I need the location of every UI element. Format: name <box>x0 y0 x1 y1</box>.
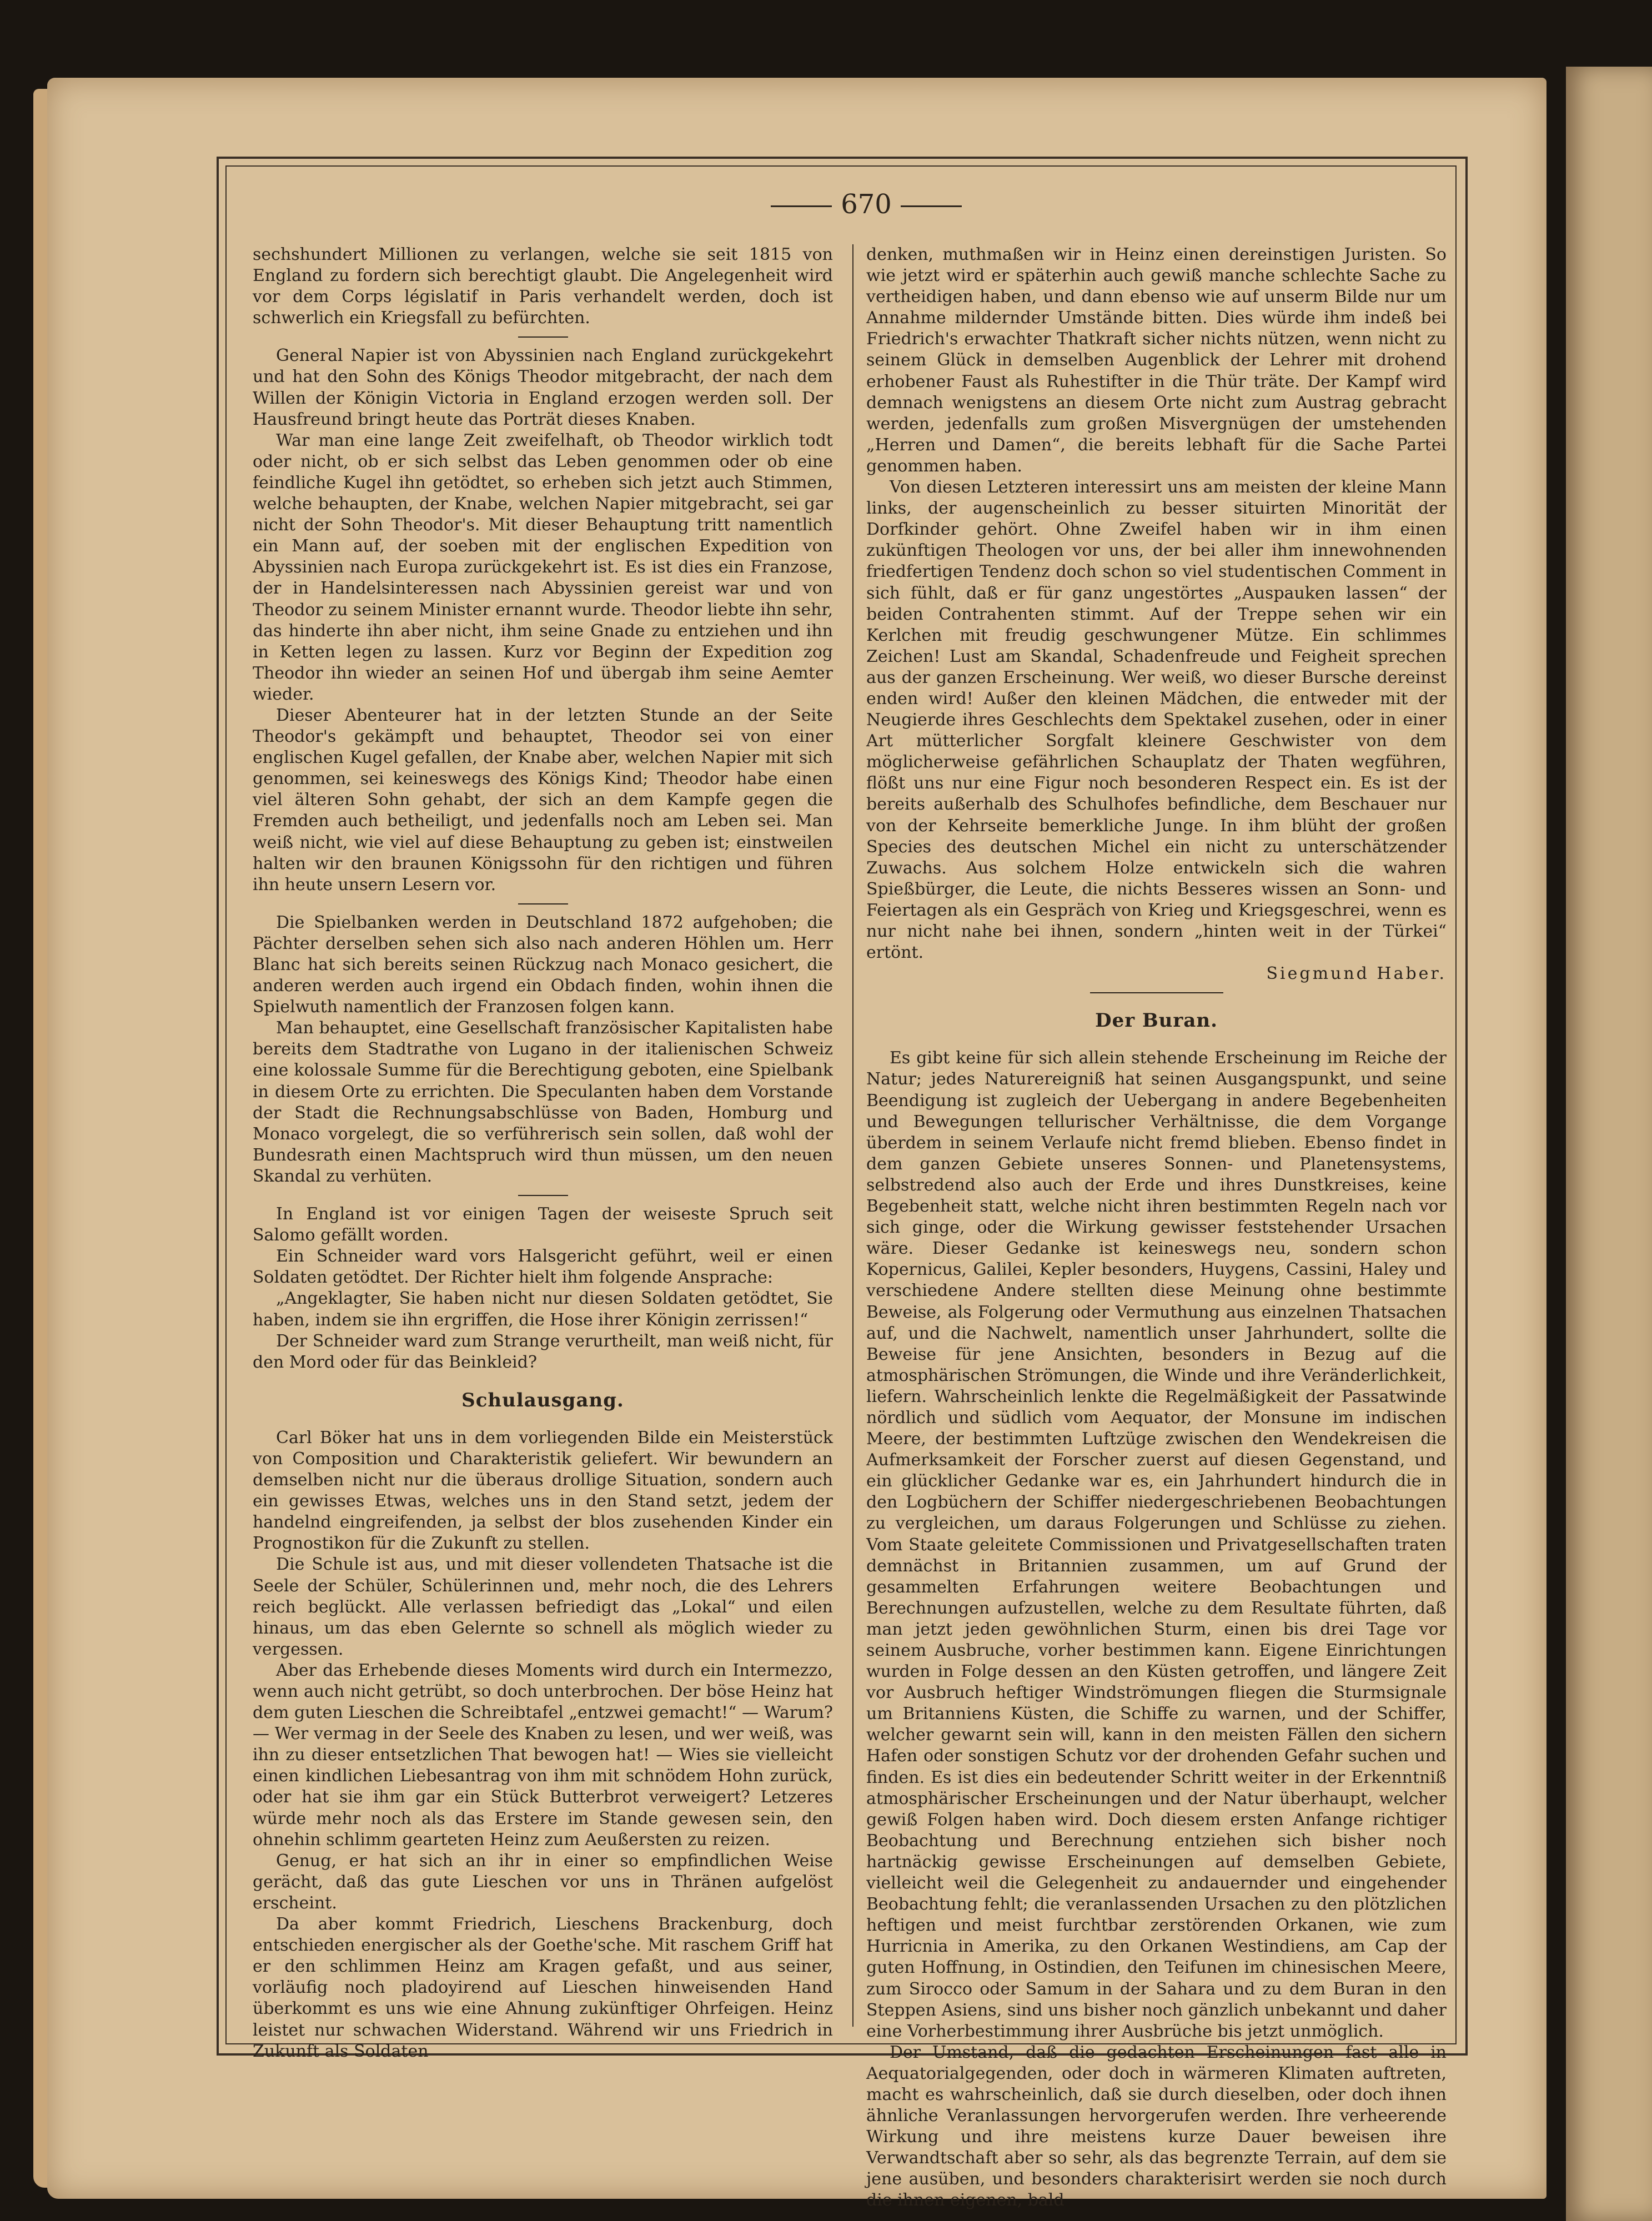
page-number <box>761 189 972 220</box>
paragraph: Da aber kommt Friedrich, Lieschens Brackenburg, doch entschieden energischer als der Goethe'sche. Mit raschem Griff hat er den schlimmen Heinz am Kragen gefaßt, und aus seiner, vorläufig noch pladoyirend auf Lieschen hinweisenden Hand überkommt es uns wie eine Ahnung zukünftiger Ohrfeigen. Heinz leistet nur schwachen Widerstand. Während wir uns Friedrich in Zukunft als Soldaten <box>253 1915 833 2061</box>
paragraph: In England ist vor einigen Tagen der weiseste Spruch seit Salomo gefällt worden. <box>253 1204 833 1245</box>
next-page-edge <box>1566 67 1652 2221</box>
folio-ornament-right <box>901 205 962 207</box>
folio-ornament-left <box>771 205 832 207</box>
paragraph: Der Schneider ward zum Strange verurtheilt, man weiß nicht, für den Mord oder für das Beinkleid? <box>253 1331 833 1372</box>
article-heading: Schulausgang. <box>461 1389 624 1411</box>
paragraph: Carl Böker hat uns in dem vorliegenden Bilde ein Meisterstück von Composition und Charakteristik geliefert. Wir bewundern an demselben nicht nur die überaus drollige Situation, sondern auch ein gewisses Etwas, welches uns in den Stand setzt, jedem der handelnd eingreifenden, ja selbst der blos zusehenden Kinder ein Prognostikon für die Zukunft zu stellen. <box>253 1428 833 1554</box>
section-separator <box>1090 992 1223 993</box>
page-number-text: 670 <box>841 189 892 220</box>
paragraph: Von diesen Letzteren interessirt uns am meisten der kleine Mann links, der augenscheinlich zu besser situirten Minorität der Dorfkinder gehört. Ohne Zweifel haben wir in ihm einen zukünftigen Theologen vor uns, der bei aller ihm innewohnenden friedfertigen Tendenz doch schon so viel studentischen Comment in sich fühlt, daß er für ganz ungestörtes „Auspauken lassen“ der beiden Contrahenten stimmt. Auf der Treppe sehen wir ein Kerlchen mit freudig geschwungener Mütze. Ein schlimmes Zeichen! Lust am Skandal, Schadenfreude und Feigheit sprechen aus der ganzen Erscheinung. Wer weiß, wo dieser Bursche dereinst enden wird! Außer den kleinen Mädchen, die entweder mit der Neugierde ihres Geschlechts dem Spektakel zusehen, oder in einer Art mütterlicher Sorgfalt kleinere Geschwister von dem möglicherweise gefährlichen Schauplatz der Thaten wegführen, flößt uns nur eine Figur noch besonderen Respect ein. Es ist der bereits außerhalb des Schulhofes befindliche, dem Beschauer nur von der Kehrseite bemerkliche Junge. In ihm blüht der großen Species des deutschen Michel ein nicht zu unterschätzender Zuwachs. Aus solchem Holze entwickeln sich die wahren Spießbürger, die Leute, die nichts Besseres wissen an Sonn- und Feiertagen als ein Gespräch von Krieg und Kriegsgeschrei, wenn es nur nicht nahe bei ihnen, sondern „hinten weit in der Türkei“ ertönt. <box>866 478 1447 963</box>
section-separator <box>518 336 568 338</box>
paragraph: Genug, er hat sich an ihr in einer so empfindlichen Weise gerächt, daß das gute Lieschen vor uns in Thränen aufgelöst erscheint. <box>253 1851 833 1913</box>
paragraph: Es gibt keine für sich allein stehende Erscheinung im Reiche der Natur; jedes Naturereigniß hat seinen Ausgangspunkt, und seine Beendigung ist zugleich der Uebergang in andere Begebenheiten und Bewegungen tellurischer Verhältnisse, die dem Vorgange überdem in seinem Verlaufe nicht fremd blieben. Ebenso findet in dem ganzen Gebiete unseres Sonnen- und Planetensystems, selbstredend also auch der Erde und ihres Dunstkreises, keine Begebenheit statt, welche nicht ihren bestimmten Regeln nach vor sich ginge, oder die Wirkung gewisser feststehender Ursachen wäre. Dieser Gedanke ist keineswegs neu, sondern schon Kopernicus, Galilei, Kepler besonders, Huygens, Cassini, Haley und verschiedene Andere stellten diese Meinung ohne bestimmte Beweise, als Folgerung oder Vermuthung aus einzelnen Thatsachen auf, und die Nachwelt, namentlich unser Jahrhundert, sollte die Beweise für jene Ansichten, besonders in Bezug auf die atmosphärischen Strömungen, die Winde und ihre Veränderlichkeit, liefern. Wahrscheinlich lenkte die Regelmäßigkeit der Passatwinde nördlich und südlich vom Aequator, der Monsune im indischen Meere, der bestimmten Luftzüge zwischen den Wendekreisen die Aufmerksamkeit der Forscher zuerst auf diesen Gegenstand, und ein glücklicher Gedanke war es, ein Jahrhundert hindurch die in den Logbüchern der Schiffer niedergeschriebenen Beobachtungen zu vergleichen, um daraus Folgerungen und Schlüsse zu ziehen. Vom Staate geleitete Commissionen und Privatgesellschaften traten demnächst in Britannien zusammen, um auf Grund der gesammelten Erfahrungen weitere Beobachtungen und Berechnungen aufzustellen, welche zu dem Resultate führten, daß man jetzt jeden gewöhnlichen Sturm, einen bis drei Tage vor seinem Ausbruche, vorher bestimmen kann. Eigene Einrichtungen wurden in Folge dessen an den Küsten getroffen, und längere Zeit vor Ausbruch heftiger Windströmungen fliegen die Sturmsignale um Britanniens Küsten, die Schiffe zu warnen, und der Schiffer, welcher gewarnt sein will, kann in den meisten Fällen den sichern Hafen oder sonstigen Schutz vor der drohenden Gefahr suchen und finden. Es ist dies ein bedeutender Schritt weiter in der Erkenntniß atmosphärischer Erscheinungen und der Natur überhaupt, welcher gewiß Folgen haben wird. Doch diesem ersten Anfange richtiger Beobachtung und Berechnung entziehen sich bisher noch hartnäckig gewisse Erscheinungen auf demselben Gebiete, vielleicht weil die Gelegenheit zu andauernder und eingehender Beobachtung fehlt; die veranlassenden Ursachen zu den plötzlichen heftigen und meist furchtbar zerstörenden Orkanen, wie zum Hurricnia in Amerika, zu den Orkanen Westindiens, am Cap der guten Hoffnung, in Ostindien, den Teifunen im chinesischen Meere, zum Sirocco oder Samum in der Sahara und zu dem Buran in den Steppen Asiens, sind uns bisher noch gänzlich unbekannt und daher eine Vorherbestimmung ihrer Ausbrüche bis jetzt unmöglich. <box>866 1048 1447 2041</box>
paragraph: Ein Schneider ward vors Halsgericht geführt, weil er einen Soldaten getödtet. Der Richter hielt ihm folgende Ansprache: <box>253 1247 833 1288</box>
paragraph: sechshundert Millionen zu verlangen, welche sie seit 1815 von England zu fordern sich berechtigt glaubt. Die Angelegenheit wird vor dem Corps législatif in Paris verhandelt werden, doch ist schwerlich ein Kriegsfall zu befürchten. <box>253 245 833 328</box>
paragraph: Aber das Erhebende dieses Moments wird durch ein Intermezzo, wenn auch nicht getrübt, so doch unterbrochen. Der böse Heinz hat dem guten Lieschen die Schreibtafel „entzwei gemacht!“ — Warum? — Wer vermag in der Seele des Knaben zu lesen, und wer weiß, was ihn zu dieser entsetzlichen That bewogen hat! — Wies sie vielleicht einen kindlichen Liebesantrag von ihm mit schnödem Hohn zurück, oder hat sie ihm gar ein Stück Butterbrot verweigert? Letzeres würde mehr noch als das Erstere im Stande gewesen sein, den ohnehin schlimm gearteten Heinz zum Aeußersten zu reizen. <box>253 1660 833 1850</box>
section-separator <box>518 1195 568 1196</box>
author-signature: Siegmund Haber. <box>1266 964 1447 984</box>
paragraph: Man behauptet, eine Gesellschaft französischer Kapitalisten habe bereits dem Stadtrathe von Lugano in der italienischen Schweiz eine kolossale Summe für die Berechtigung geboten, eine Spielbank in diesem Orte zu errichten. Die Speculanten haben dem Vorstande der Stadt die Rechnungsabschlüsse von Baden, Homburg und Monaco vorgelegt, die so verführerisch sein sollen, daß wohl der Bundesrath einen Machtspruch wird thun müssen, um den neuen Skandal zu verhüten. <box>253 1018 833 1186</box>
paragraph: „Angeklagter, Sie haben nicht nur diesen Soldaten getödtet, Sie haben, indem sie ihn ergriffen, die Hose ihrer Königin zerrissen!“ <box>253 1289 833 1330</box>
section-separator <box>518 903 568 905</box>
right-column <box>866 244 1447 2212</box>
column-divider <box>852 244 853 2027</box>
paragraph: denken, muthmaßen wir in Heinz einen dereinstigen Juristen. So wie jetzt wird er späterhin auch gewiß manche schlechte Sache zu vertheidigen haben, und dann ebenso wie auf unserm Bilde nur um Annahme mildernder Umstände bitten. Dies würde ihm indeß bei Friedrich's erwachter Thatkraft sicher nichts nützen, wenn nicht zu seinem Glück in demselben Augenblick der Lehrer mit drohend erhobener Faust als Ruhestifter in die Thür träte. Der Kampf wird demnach wenigstens an diesem Orte nicht zum Austrag gebracht werden, jedenfalls zum großen Misvergnügen der umstehenden „Herren und Damen“, die bereits lebhaft für die Sache Partei genommen haben. <box>866 245 1447 476</box>
paragraph: Die Schule ist aus, und mit dieser vollendeten Thatsache ist die Seele der Schüler, Schülerinnen und, mehr noch, die des Lehrers reich beglückt. Alle verlassen befriedigt das „Lokal“ und eilen hinaus, um das eben Gelernte so schnell als möglich wieder zu vergessen. <box>253 1555 833 1659</box>
paragraph: General Napier ist von Abyssinien nach England zurückgekehrt und hat den Sohn des Königs Theodor mitgebracht, der nach dem Willen der Königin Victoria in England erzogen werden soll. Der Hausfreund bringt heute das Porträt dieses Knaben. <box>253 346 833 429</box>
paragraph: Die Spielbanken werden in Deutschland 1872 aufgehoben; die Pächter derselben sehen sich also nach anderen Höhlen um. Herr Blanc hat sich bereits seinen Rückzug nach Monaco gesichert, die anderen werden auch irgend ein Obdach finden, wohin ihnen die Spielwuth namentlich der Franzosen folgen kann. <box>253 912 833 1017</box>
paragraph: Dieser Abenteurer hat in der letzten Stunde an der Seite Theodor's gekämpft und behauptet, Theodor sei von einer englischen Kugel gefallen, der Knabe aber, welchen Napier mit sich genommen, sei keineswegs des Königs Kind; Theodor habe einen viel älteren Sohn gehabt, der sich an dem Kampfe gegen die Fremden auch betheiligt, und jedenfalls noch am Leben sei. Man weiß nicht, wie viel auf diese Behauptung zu geben ist; einstweilen halten wir den braunen Königssohn für den richtigen und führen ihn heute unsern Lesern vor. <box>253 705 833 895</box>
left-column <box>253 244 833 2062</box>
paragraph: War man eine lange Zeit zweifelhaft, ob Theodor wirklich todt oder nicht, ob er sich selbst das Leben genommen oder ob eine feindliche Kugel ihn getödtet, so erheben sich jetzt auch Stimmen, welche behaupten, der Knabe, welchen Napier mitgebracht, sei gar nicht der Sohn Theodor's. Mit dieser Behauptung tritt namentlich ein Mann auf, der soeben mit der englischen Expedition von Abyssinien nach Europa zurückgekehrt ist. Es ist dies ein Franzose, der in Handelsinteressen nach Abyssinien gereist war und von Theodor zu seinem Minister ernannt wurde. Theodor liebte ihn sehr, das hinderte ihn aber nicht, ihm seine Gnade zu entziehen und ihn in Ketten legen zu lassen. Kurz vor Beginn der Expedition zog Theodor ihn wieder an seinen Hof und übergab ihm seine Aemter wieder. <box>253 430 833 704</box>
paragraph: Der Umstand, daß die gedachten Erscheinungen fast alle in Aequatorialgegenden, oder doch in wärmeren Klimaten auftreten, macht es wahrscheinlich, daß sie durch dieselben, oder doch ihnen ähnliche Veranlassungen hervorgerufen werden. Ihre verheerende Wirkung und ihre meistens kurze Dauer beweisen ihre Verwandtschaft aber so sehr, als das begrenzte Terrain, auf dem sie jene ausüben, und besonders charakterisirt werden sie noch durch die ihnen eigenen, bald <box>866 2042 1447 2210</box>
article-heading: Der Buran. <box>1095 1009 1218 1032</box>
